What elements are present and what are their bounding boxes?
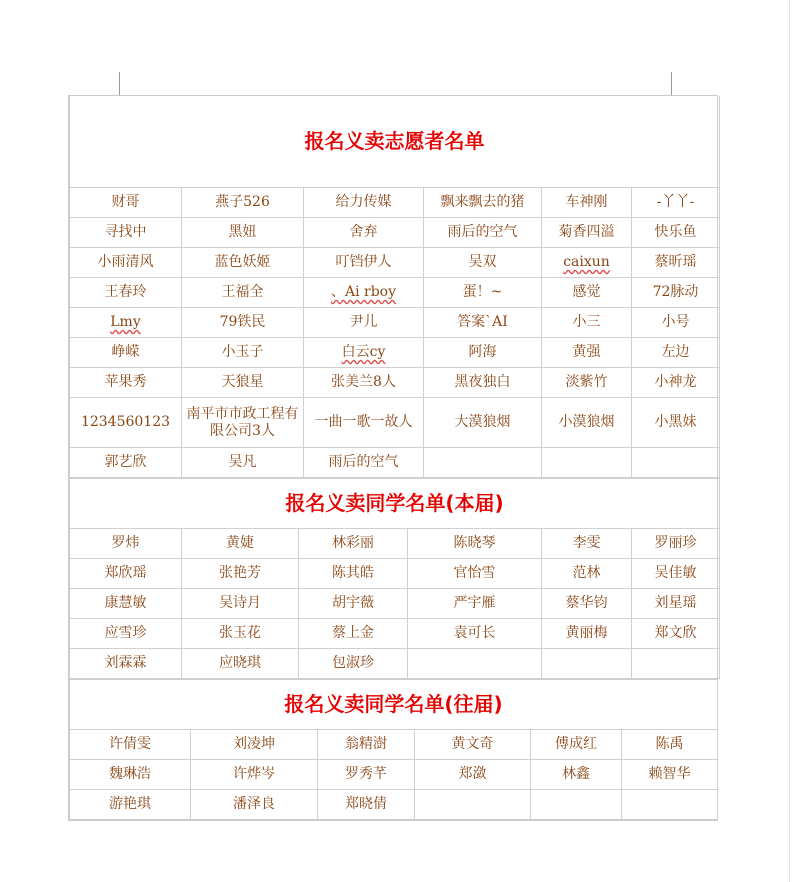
table-cell: 罗炜 — [70, 529, 182, 559]
table-row — [70, 308, 720, 338]
table-cell: 许烨岑 — [191, 760, 318, 790]
table-cell: 刘霖霖 — [70, 649, 182, 679]
table-row — [70, 760, 718, 790]
document-page — [68, 95, 718, 821]
table-cell: 陈其皓 — [299, 559, 408, 589]
table-cell: 应雪珍 — [70, 619, 182, 649]
table-cell: 舍弃 — [304, 218, 424, 248]
table-cell: 陈禹 — [622, 730, 718, 760]
table-row — [70, 619, 720, 649]
table-cell: 快乐鱼 — [632, 218, 720, 248]
table-cell: 许倩雯 — [70, 730, 191, 760]
table-row — [70, 338, 720, 368]
table-cell: 小黑妹 — [632, 398, 720, 448]
table-cell: 吴双 — [424, 248, 542, 278]
table-cell: 郑晓倩 — [318, 790, 415, 820]
table-cell: 大漠狼烟 — [424, 398, 542, 448]
crop-mark-right — [671, 72, 672, 95]
table-cell: 白云cy — [304, 338, 424, 368]
table-cell — [542, 649, 632, 679]
table-cell: 严宇雁 — [408, 589, 542, 619]
table-row — [70, 589, 720, 619]
table-cell: Lmy — [70, 308, 182, 338]
table-cell: 郭艺欣 — [70, 448, 182, 478]
table-row — [70, 278, 720, 308]
table-cell: 蔡昕瑶 — [632, 248, 720, 278]
table-cell: 叮铛伊人 — [304, 248, 424, 278]
table-cell: 雨后的空气 — [304, 448, 424, 478]
table-row — [70, 188, 720, 218]
table-cell: 赖智华 — [622, 760, 718, 790]
table-cell — [542, 448, 632, 478]
crop-mark-left — [119, 72, 120, 95]
table-cell: 、Ai rboy — [304, 278, 424, 308]
table-cell: 傅成红 — [531, 730, 622, 760]
table-cell: 蔡华钧 — [542, 589, 632, 619]
table-cell: 罗丽珍 — [632, 529, 720, 559]
table-cell — [632, 649, 720, 679]
table-cell: 张美兰8人 — [304, 368, 424, 398]
table-cell: 蔡上金 — [299, 619, 408, 649]
table-cell: 一曲一歌一故人 — [304, 398, 424, 448]
table-cell: 峥嵘 — [70, 338, 182, 368]
table-cell — [531, 790, 622, 820]
table-cell: 小神龙 — [632, 368, 720, 398]
table-cell: 包淑珍 — [299, 649, 408, 679]
table-cell: 张艳芳 — [182, 559, 299, 589]
table-cell: 王福全 — [182, 278, 304, 308]
table-cell: 黄丽梅 — [542, 619, 632, 649]
table-cell: 吴凡 — [182, 448, 304, 478]
table-row — [70, 218, 720, 248]
table-cell: 潘泽良 — [191, 790, 318, 820]
current-students-table — [69, 478, 720, 679]
table-cell: 南平市市政工程有限公司3人 — [182, 398, 304, 448]
table-cell: 飘来飘去的猪 — [424, 188, 542, 218]
table-row — [70, 368, 720, 398]
table-cell: 刘凌坤 — [191, 730, 318, 760]
table-cell: 菊香四溢 — [542, 218, 632, 248]
table-cell: 苹果秀 — [70, 368, 182, 398]
table-cell: 吴诗月 — [182, 589, 299, 619]
table-cell: 袁可长 — [408, 619, 542, 649]
table-cell: 雨后的空气 — [424, 218, 542, 248]
table-cell: 范林 — [542, 559, 632, 589]
table-cell: 尹儿 — [304, 308, 424, 338]
table-cell: 阿海 — [424, 338, 542, 368]
table-cell: 小雨清风 — [70, 248, 182, 278]
past-students-table — [69, 679, 718, 820]
table-cell — [408, 649, 542, 679]
table-cell: 郑欣瑶 — [70, 559, 182, 589]
table-cell: 左边 — [632, 338, 720, 368]
table-cell — [622, 790, 718, 820]
table-cell: 小玉子 — [182, 338, 304, 368]
table-cell: 胡宇薇 — [299, 589, 408, 619]
table-row — [70, 559, 720, 589]
table-cell: 罗秀芊 — [318, 760, 415, 790]
table-cell: 淡紫竹 — [542, 368, 632, 398]
table-cell: 小号 — [632, 308, 720, 338]
table-cell: 林鑫 — [531, 760, 622, 790]
table-cell: 吴佳敏 — [632, 559, 720, 589]
table-cell: 康慧敏 — [70, 589, 182, 619]
table-cell: 答案`AI — [424, 308, 542, 338]
table-row — [70, 248, 720, 278]
table-cell — [415, 790, 531, 820]
table-cell: 1234560123 — [70, 398, 182, 448]
table-cell: 蓝色妖姬 — [182, 248, 304, 278]
table-cell: 郑潋 — [415, 760, 531, 790]
table-cell: 72脉动 — [632, 278, 720, 308]
table-row — [70, 730, 718, 760]
table-cell: 车神刚 — [542, 188, 632, 218]
table-cell: 小漠狼烟 — [542, 398, 632, 448]
table-cell: 王春玲 — [70, 278, 182, 308]
table-cell: 寻找中 — [70, 218, 182, 248]
table-row — [70, 790, 718, 820]
table-cell: -丫丫- — [632, 188, 720, 218]
table-row — [70, 649, 720, 679]
table-cell: 黑夜独白 — [424, 368, 542, 398]
table-title: 报名义卖同学名单(往届) — [70, 680, 718, 730]
table-cell: 李雯 — [542, 529, 632, 559]
table-cell: 黄婕 — [182, 529, 299, 559]
table-row — [70, 448, 720, 478]
table-cell: 魏琳浩 — [70, 760, 191, 790]
page-edge — [789, 0, 790, 882]
table-cell: 黄文奇 — [415, 730, 531, 760]
table-cell — [632, 448, 720, 478]
table-title: 报名义卖志愿者名单 — [70, 96, 720, 188]
table-cell: 张玉花 — [182, 619, 299, 649]
table-row — [70, 398, 720, 448]
table-cell: 蛋！~ — [424, 278, 542, 308]
table-cell: caixun — [542, 248, 632, 278]
table-cell: 应晓琪 — [182, 649, 299, 679]
table-cell: 林彩丽 — [299, 529, 408, 559]
table-cell — [424, 448, 542, 478]
table-cell: 79铁民 — [182, 308, 304, 338]
table-cell: 官怡雪 — [408, 559, 542, 589]
table-cell: 黄强 — [542, 338, 632, 368]
table-cell: 给力传媒 — [304, 188, 424, 218]
table-cell: 郑文欣 — [632, 619, 720, 649]
table-row — [70, 529, 720, 559]
table-cell: 燕子526 — [182, 188, 304, 218]
table-cell: 小三 — [542, 308, 632, 338]
table-cell: 翁精澍 — [318, 730, 415, 760]
table-cell: 刘星瑶 — [632, 589, 720, 619]
table-cell: 游艳琪 — [70, 790, 191, 820]
volunteer-table — [69, 96, 720, 478]
table-cell: 财哥 — [70, 188, 182, 218]
table-cell: 天狼星 — [182, 368, 304, 398]
table-cell: 陈晓琴 — [408, 529, 542, 559]
table-cell: 黑妞 — [182, 218, 304, 248]
table-cell: 感觉 — [542, 278, 632, 308]
table-title: 报名义卖同学名单(本届) — [70, 479, 720, 529]
